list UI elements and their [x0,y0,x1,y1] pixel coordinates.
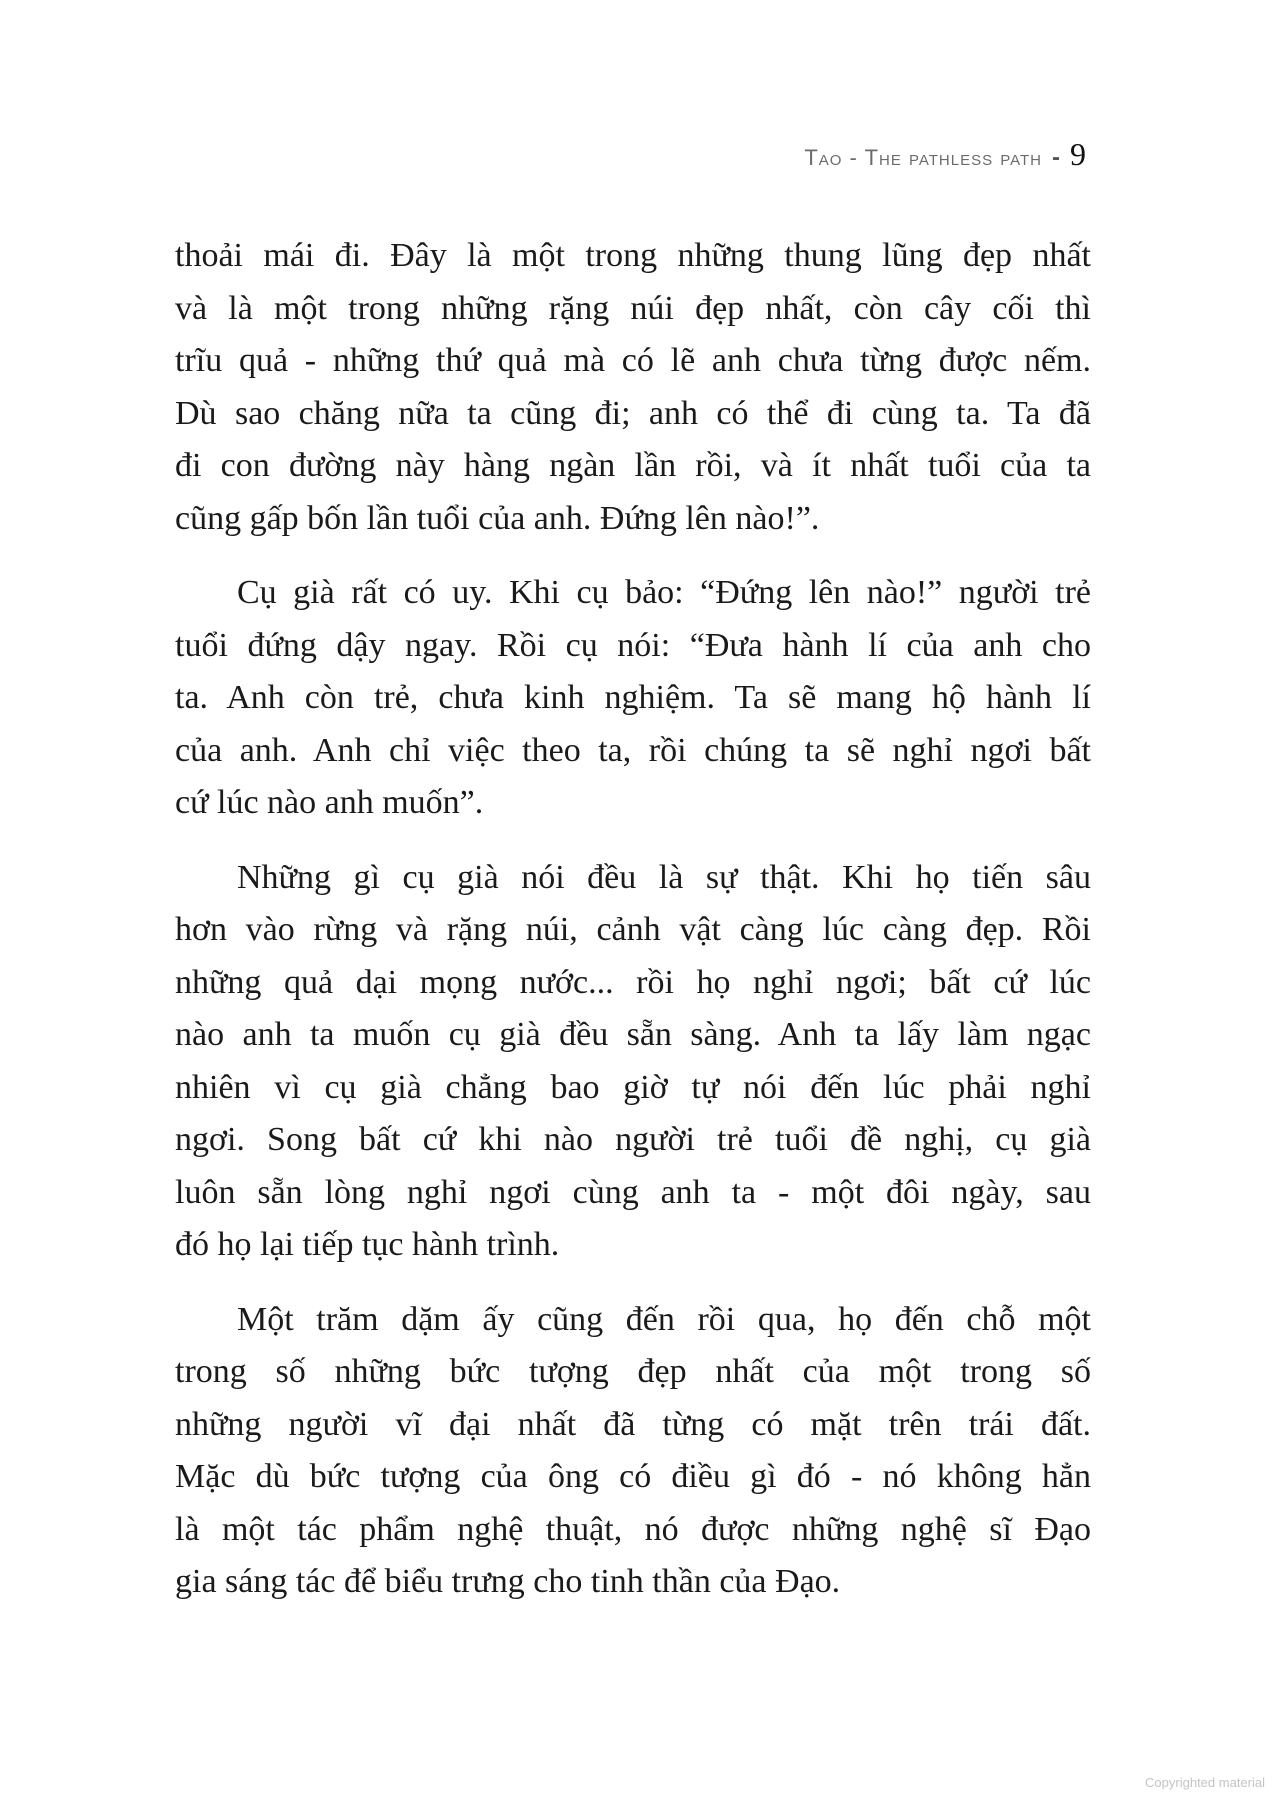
text-line: luôn sẵn lòng nghỉ ngơi cùng anh ta - một đôi ngày, sau [175,1173,1091,1211]
header-separator: - [1052,144,1060,171]
book-title: Tao - The pathless path [804,145,1042,170]
text-line: đó họ lại tiếp tục hành trình. [175,1226,560,1263]
text-line: Những gì cụ già nói đều là sự thật. Khi họ tiến sâu [237,858,1091,896]
text-line: là một tác phẩm nghệ thuật, nó được những nghệ sĩ Đạo [175,1510,1091,1548]
text-line: những quả dại mọng nước... rồi họ nghỉ ngơi; bất cứ lúc [175,963,1091,1001]
text-line: trong số những bức tượng đẹp nhất của một trong số [175,1353,1091,1390]
text-line: ngơi. Song bất cứ khi nào người trẻ tuổi đề nghị, cụ già [175,1121,1091,1158]
text-line: Cụ già rất có uy. Khi cụ bảo: “Đứng lên nào!” người trẻ [237,574,1091,611]
text-line: hơn vào rừng và rặng núi, cảnh vật càng lúc càng đẹp. Rồi [175,911,1091,948]
text-line: ta. Anh còn trẻ, chưa kinh nghiệm. Ta sẽ mang hộ hành lí [175,679,1091,716]
text-line: cứ lúc nào anh muốn”. [175,784,484,821]
text-line: và là một trong những rặng núi đẹp nhất, còn cây cối thì [175,289,1091,327]
text-line: gia sáng tác để biểu trưng cho tinh thần của Đạo. [175,1563,841,1600]
text-line: Mặc dù bức tượng của ông có điều gì đó - nó không hẳn [175,1458,1091,1495]
text-line: nhiên vì cụ già chẳng bao giờ tự nói đến lúc phải nghỉ [175,1068,1091,1106]
text-line: Một trăm dặm ấy cũng đến rồi qua, họ đến chỗ một [237,1300,1091,1338]
paragraph [175,852,1091,1272]
page-number: 9 [1070,136,1086,172]
paragraph [175,567,1091,830]
copyright-notice: Copyrighted material [1145,1775,1265,1790]
text-line: tuổi đứng dậy ngay. Rồi cụ nói: “Đưa hành lí của anh cho [175,626,1091,664]
text-line: cũng gấp bốn lần tuổi của anh. Đứng lên nào!”. [175,499,820,537]
text-line: thoải mái đi. Đây là một trong những thung lũng đẹp nhất [175,237,1091,274]
text-line: trĩu quả - những thứ quả mà có lẽ anh chưa từng được nếm. [175,342,1091,379]
paragraph [175,230,1091,545]
text-line: nào anh ta muốn cụ già đều sẵn sàng. Anh ta lấy làm ngạc [175,1016,1091,1053]
text-line: những người vĩ đại nhất đã từng có mặt trên trái đất. [175,1405,1091,1443]
text-line: đi con đường này hàng ngàn lần rồi, và ít nhất tuổi của ta [175,447,1091,484]
text-line: của anh. Anh chỉ việc theo ta, rồi chúng ta sẽ nghỉ ngơi bất [175,731,1091,769]
text-line: Dù sao chăng nữa ta cũng đi; anh có thể đi cùng ta. Ta đã [175,394,1091,432]
paragraph [175,1294,1091,1609]
running-header [804,136,1086,172]
body-text [175,230,1091,1631]
